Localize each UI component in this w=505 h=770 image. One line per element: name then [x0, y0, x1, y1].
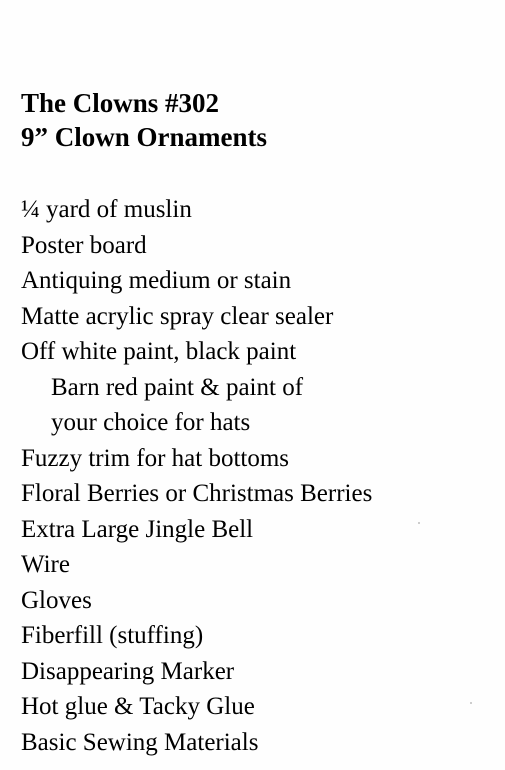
material-item: Off white paint, black paint: [21, 338, 297, 365]
material-item-continued: Barn red paint & paint of: [51, 373, 304, 401]
materials-list: [21, 192, 372, 760]
material-item: ¼ yard of muslin: [21, 196, 192, 223]
pattern-title-line-2: 9” Clown Ornaments: [21, 122, 268, 152]
material-item: Disappearing Marker: [21, 657, 235, 685]
material-item: Basic Sewing Materials: [21, 728, 259, 756]
material-item: Fiberfill (stuffing): [21, 622, 204, 649]
pattern-title: [21, 86, 267, 154]
material-item: Fuzzy trim for hat bottoms: [21, 444, 290, 472]
paper-speck: [418, 522, 420, 524]
pattern-title-line-1: The Clowns #302: [21, 88, 220, 118]
material-item: Gloves: [21, 586, 92, 614]
material-item: Floral Berries or Christmas Berries: [21, 480, 373, 507]
paper-speck: [470, 702, 472, 704]
material-item: Antiquing medium or stain: [21, 267, 292, 294]
material-item: Wire: [21, 551, 70, 578]
material-item-continued: your choice for hats: [51, 409, 251, 436]
material-item: Hot glue & Tacky Glue: [21, 693, 255, 720]
material-item: Matte acrylic spray clear sealer: [21, 302, 334, 330]
material-item: Poster board: [21, 231, 147, 259]
material-item: Extra Large Jingle Bell: [21, 515, 254, 543]
